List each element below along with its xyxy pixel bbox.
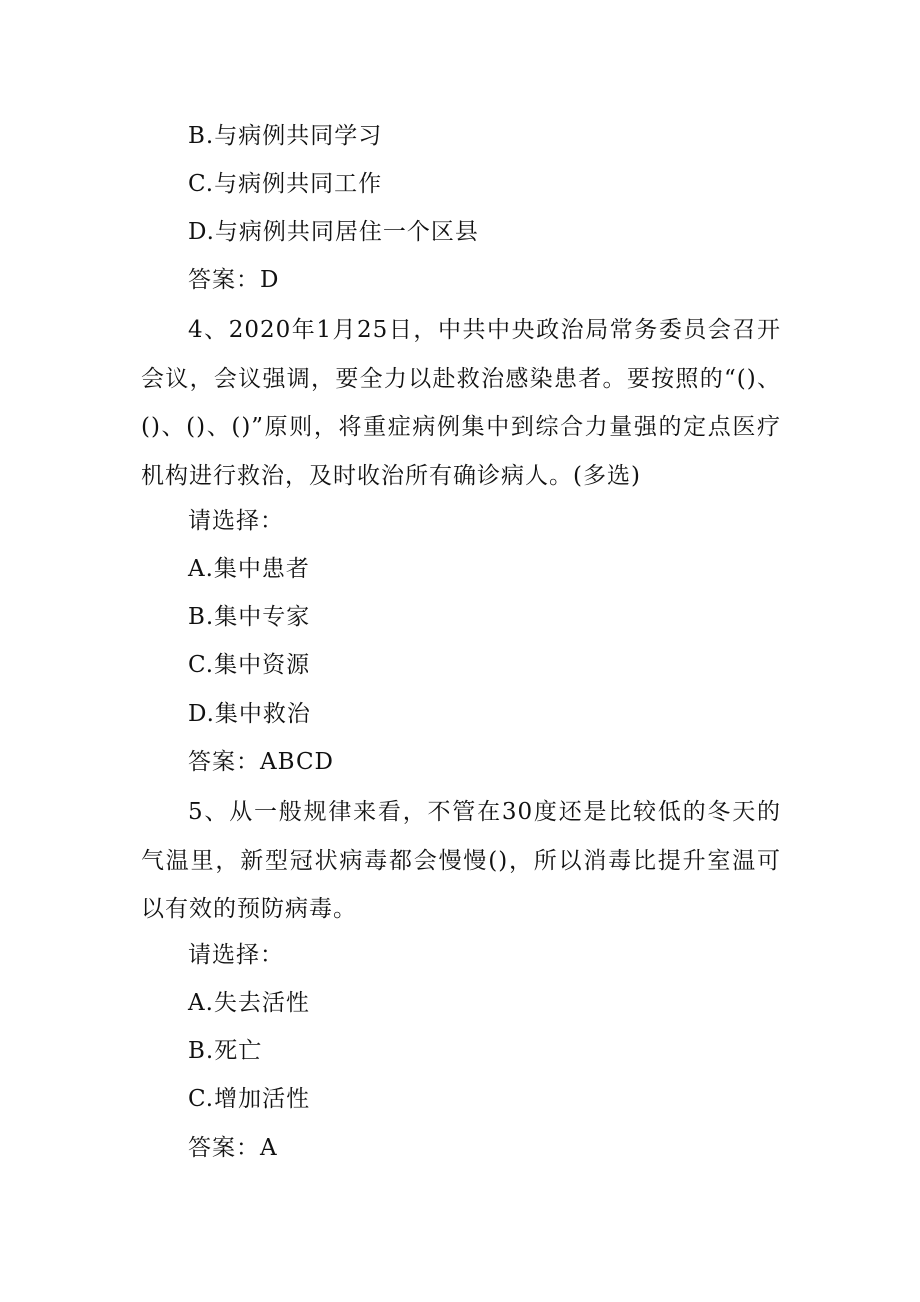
q4-option-b: B.集中专家 (188, 604, 311, 630)
q3-option-d: D.与病例共同居住一个区县 (188, 219, 479, 245)
q3-answer: 答案：D (188, 267, 280, 293)
q5-question: 5、从一般规律来看，不管在30度还是比较低的冬天的气温里，新型冠状病毒都会慢慢()，所以消毒比提升室温可以有效的预防病毒。 (141, 799, 781, 922)
q3-option-c: C.与病例共同工作 (188, 171, 383, 197)
q4-prompt: 请选择： (188, 508, 284, 534)
q5-option-a: A.失去活性 (188, 990, 310, 1016)
q5-option-b: B.死亡 (188, 1038, 263, 1064)
q5-prompt: 请选择： (188, 942, 284, 968)
q4-question: 4、2020年1月25日，中共中央政治局常务委员会召开会议，会议强调，要全力以赴救治感染患者。要按照的“()、()、()、()”原则，将重症病例集中到综合力量强的定点医疗机构进行救治，及时收治所有确诊病人。(多选) (141, 317, 781, 489)
q5-option-c: C.增加活性 (188, 1086, 311, 1112)
q4-option-d: D.集中救治 (188, 701, 311, 727)
q4-option-c: C.集中资源 (188, 652, 311, 678)
q5-answer: 答案：A (188, 1135, 278, 1161)
q4-option-a: A.集中患者 (188, 556, 310, 582)
q3-option-b: B.与病例共同学习 (188, 123, 383, 149)
q4-answer: 答案：ABCD (188, 749, 334, 775)
